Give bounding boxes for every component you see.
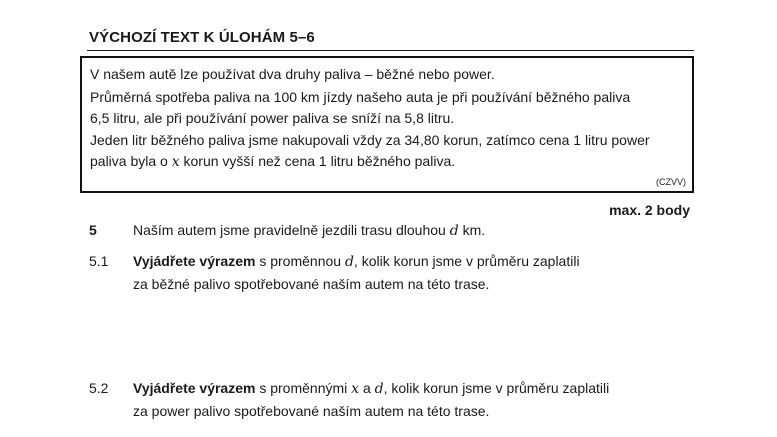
source-line-1: V našem autě lze používat dva druhy paliva – běžné nebo power. xyxy=(90,66,495,82)
task-number: 5.1 xyxy=(89,253,109,269)
task-line-2: za běžné palivo spotřebované naším autem na této trase. xyxy=(133,276,490,292)
variable-d: d xyxy=(449,223,459,239)
source-text-box xyxy=(80,56,694,193)
task-line-1 xyxy=(133,253,580,269)
task-text xyxy=(133,219,485,242)
task-number: 5.2 xyxy=(89,380,109,396)
source-text xyxy=(90,64,650,174)
source-line-5-end: korun vyšší než cena 1 litru běžného paliva. xyxy=(179,153,456,169)
task-line-2: za power palivo spotřebované naším autem na této trase. xyxy=(133,403,490,419)
variable-x: x xyxy=(351,381,360,397)
task-line-1-end: , kolik korun jsme v průměru zaplatili xyxy=(353,253,580,269)
task-instruction: Vyjádřete výrazem xyxy=(133,253,256,269)
section-heading: VÝCHOZÍ TEXT K ÚLOHÁM 5–6 xyxy=(89,29,315,46)
task-line-1-mid: a xyxy=(359,380,375,396)
max-points: max. 2 body xyxy=(609,202,690,218)
source-attribution: (CZVV) xyxy=(656,177,686,187)
task-number: 5 xyxy=(89,222,97,238)
variable-x: x xyxy=(171,154,180,170)
variable-d: d xyxy=(374,381,384,397)
task-text-start: Naším autem jsme pravidelně jezdili trasu dlouhou xyxy=(133,222,450,238)
variable-d: d xyxy=(344,254,354,270)
source-line-5 xyxy=(90,151,650,174)
task-text xyxy=(133,377,609,422)
task-text xyxy=(133,250,580,295)
source-line-2: Průměrná spotřeba paliva na 100 km jízdy našeho auta je při používání běžného paliva xyxy=(90,88,631,105)
task-line-1-end: , kolik korun jsme v průměru zaplatili xyxy=(383,380,610,396)
task-line-1-start: s proměnnými xyxy=(255,380,352,396)
task-text-end: km. xyxy=(458,222,486,238)
task-instruction: Vyjádřete výrazem xyxy=(133,380,256,396)
task-line-1 xyxy=(133,380,609,396)
source-line-4: Jeden litr běžného paliva jsme nakupovali vždy za 34,80 korun, zatímco cena 1 litru power xyxy=(90,131,650,148)
task-line-1-start: s proměnnou xyxy=(255,253,345,269)
source-line-5-start: paliva byla o xyxy=(90,153,172,169)
source-line-3: 6,5 litru, ale při používání power paliva se sníží na 5,8 litru. xyxy=(90,110,455,126)
heading-rule xyxy=(87,50,694,51)
